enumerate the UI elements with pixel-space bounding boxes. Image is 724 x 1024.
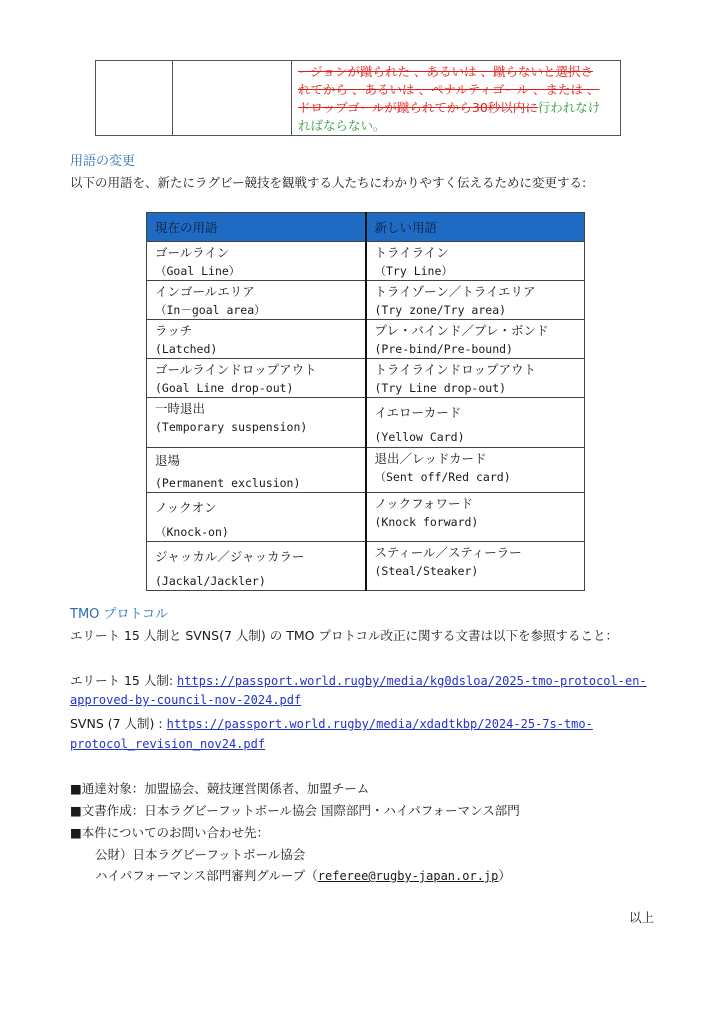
new-term-jp: トライライン [374,245,449,260]
table-row [147,281,585,320]
current-term-en: （Goal Line） [155,264,241,278]
new-term-jp: ノックフォワード [374,496,474,511]
elite-protocol-link[interactable]: https://passport.world.rugby/media/kg0dsloa/2025-tmo-protocol-en- [177,674,647,688]
document-author: ■文書作成：日本ラグビーフットボール協会 国際部門・ハイパフォーマンス部門 [70,803,520,818]
new-term-en: (Yellow Card) [374,430,465,444]
current-term [147,242,366,281]
current-term-en: （Knock-on) [155,525,229,539]
new-term [366,542,585,591]
current-term [147,320,366,359]
current-term-jp: ゴールライン [155,245,230,260]
struck-text-line1: ージョンが蹴られた 、あるいは 、蹴らないと選択さ [298,64,593,79]
current-term-jp: インゴールエリア [155,284,255,299]
svns-line-2 [70,736,265,751]
current-term-jp: ラッチ [155,323,193,338]
terms-heading: 用語の変更 [70,154,136,169]
new-term-jp: トライゾーン／トライエリア [374,284,536,299]
new-term [366,242,585,281]
new-term-jp: スティール／スティーラー [374,545,522,560]
table-row [147,242,585,281]
tmo-heading: TMO プロトコル [70,607,169,622]
contact-label: ■本件についてのお問い合わせ先： [70,825,270,840]
inserted-text-line3: 行われなけ [537,100,601,115]
contact-dept-line [95,866,511,884]
elite-line-2 [70,692,301,707]
col-new-header: 新しい用語 [366,213,585,242]
contact-org: 公財）日本ラグビーフットボール協会 [95,847,306,862]
current-term [147,448,366,493]
current-term [147,493,366,542]
new-term-en: （Sent off/Red card) [374,470,511,484]
new-term-en: (Pre-bind/Pre-bound) [374,342,513,356]
new-term-jp: イエローカード [374,405,462,420]
current-term-en: (Permanent exclusion) [155,476,301,490]
top-table-cell-2 [173,61,292,136]
new-term-en: (Try zone/Try area) [374,303,507,317]
struck-text-line2: れてから 、あるいは 、ペナルティゴール 、または 、 [298,82,600,97]
terms-header-row [147,213,585,242]
svns-label: SVNS (7 人制) : [70,716,167,731]
top-table-fragment [95,60,621,136]
current-term-jp: ジャッカル／ジャッカラー [155,549,305,564]
new-term-en: (Knock forward) [374,515,479,529]
table-row [147,448,585,493]
current-term [147,542,366,591]
amended-text [292,61,620,135]
elite-line [70,671,647,689]
inserted-text-line4: ればならない。 [298,118,386,133]
contact-dept: ハイパフォーマンス部門審判グループ（ [95,868,318,883]
svns-protocol-link[interactable]: https://passport.world.rugby/media/xdadtkbp/2024-25-7s-tmo- [166,717,593,731]
elite-label: エリート 15 人制: [70,673,178,688]
new-term [366,493,585,542]
terms-intro: 以下の用語を、新たにラグビー競技を観戦する人たちにわかりやすく伝えるために変更する: [70,175,587,190]
current-term [147,281,366,320]
table-row [147,359,585,398]
struck-text-line3: ドロップゴールが蹴られてから30秒以内に [298,100,538,115]
new-term-en: （Try Line） [374,264,453,278]
current-term-en: (Goal Line drop-out) [155,381,294,395]
table-row [147,398,585,448]
closing-mark: 以上 [629,910,655,925]
table-row [147,320,585,359]
table-row [147,493,585,542]
new-term [366,359,585,398]
current-term-jp: ゴールラインドロップアウト [155,362,317,377]
current-term-jp: 退場 [155,453,181,468]
current-term-en: (Jackal/Jackler) [155,574,266,588]
current-term [147,359,366,398]
new-term [366,281,585,320]
contact-email-link[interactable]: referee@rugby-japan.or.jp [317,869,499,883]
top-table-cell-3 [292,61,621,136]
contact-dept-close: ） [498,868,511,883]
tmo-intro: エリート 15 人制と SVNS(7 人制) の TMO プロトコル改正に関する文書は以下を参照すること： [70,628,618,643]
new-term-jp: 退出／レッドカード [374,451,487,466]
current-term [147,398,366,448]
elite-protocol-link-cont[interactable]: approved-by-council-nov-2024.pdf [70,693,302,707]
current-term-jp: 一時退出 [155,401,206,416]
notice-target: ■通達対象：加盟協会、競技運営関係者、加盟チーム [70,781,370,796]
new-term [366,448,585,493]
new-term [366,398,585,448]
current-term-en: (Temporary suspension) [155,420,308,434]
table-row [147,542,585,591]
new-term-jp: トライラインドロップアウト [374,362,537,377]
terms-table [146,212,585,591]
new-term [366,320,585,359]
col-current-header: 現在の用語 [147,213,366,242]
new-term-en: (Try Line drop-out) [374,381,507,395]
current-term-en: （In－goal area） [155,303,266,317]
new-term-en: (Steal/Steaker) [374,564,479,578]
svns-line [70,714,593,732]
svns-protocol-link-cont[interactable]: protocol_revision_nov24.pdf [70,737,266,751]
top-table-cell-1 [96,61,173,136]
current-term-en: (Latched) [155,342,218,356]
new-term-jp: プレ・バインド／プレ・ボンド [374,323,549,338]
current-term-jp: ノックオン [155,500,217,515]
